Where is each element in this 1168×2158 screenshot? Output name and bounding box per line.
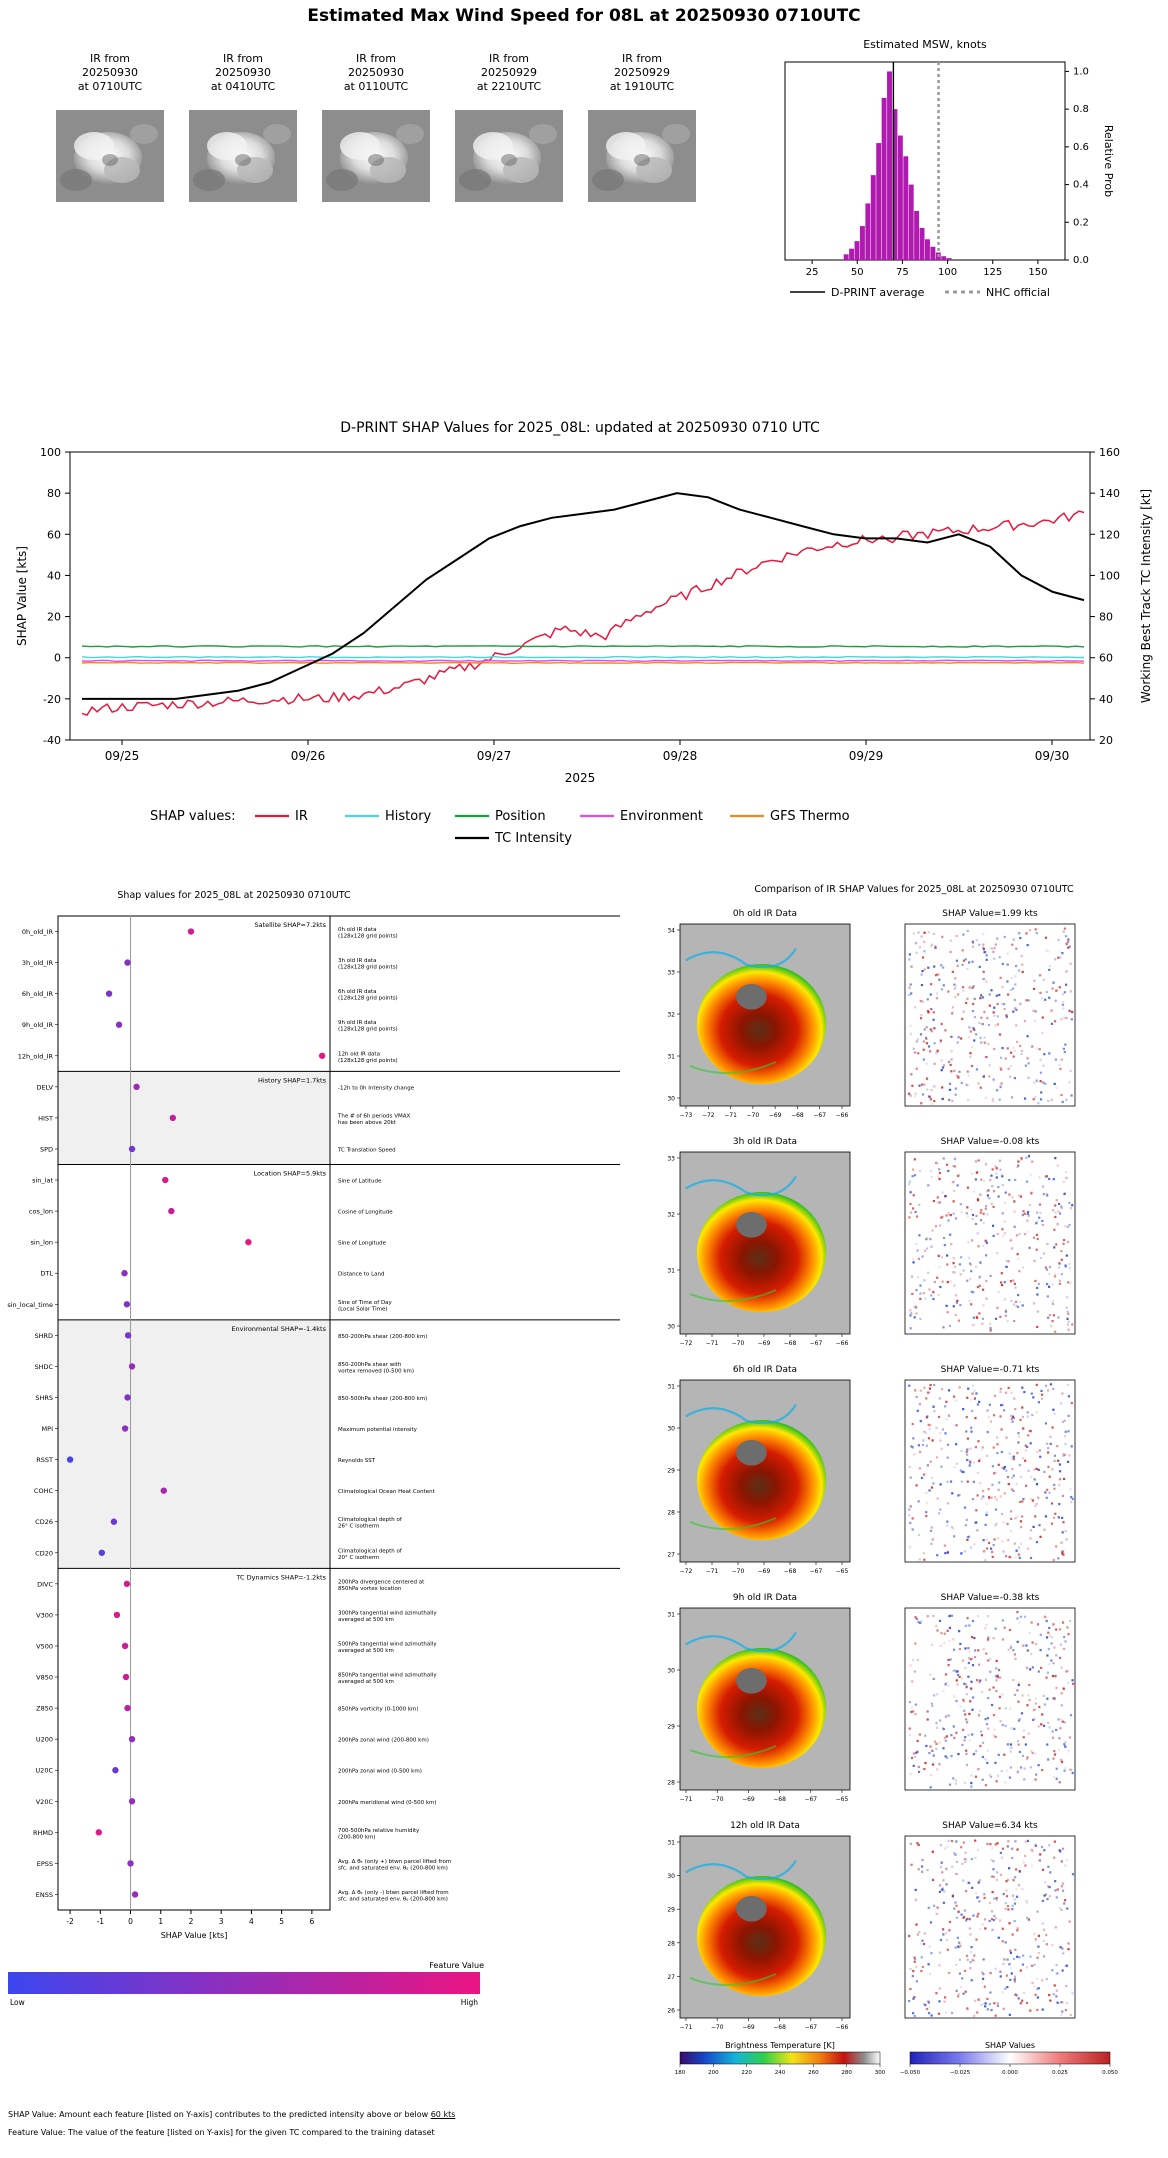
svg-text:Comparison of IR SHAP Values f: Comparison of IR SHAP Values for 2025_08L at 20250930 0710UTC bbox=[754, 884, 1074, 895]
ir-label-line1: IR from bbox=[223, 52, 263, 65]
svg-text:Maximum potential intensity: Maximum potential intensity bbox=[338, 1427, 417, 1434]
svg-text:280: 280 bbox=[841, 2070, 852, 2076]
svg-text:9h old IR data: 9h old IR data bbox=[338, 1020, 377, 1027]
svg-text:cos_lon: cos_lon bbox=[28, 1207, 53, 1216]
svg-text:20: 20 bbox=[1099, 734, 1113, 747]
svg-text:−67: −67 bbox=[813, 1112, 827, 1119]
svg-text:SHAP Value [kts]: SHAP Value [kts] bbox=[160, 1931, 228, 1940]
svg-text:Sine of Longitude: Sine of Longitude bbox=[338, 1240, 387, 1247]
svg-text:DTL: DTL bbox=[40, 1269, 53, 1278]
ir-label-line1: IR from bbox=[622, 52, 662, 65]
svg-text:0.6: 0.6 bbox=[1073, 141, 1089, 153]
svg-text:SPD: SPD bbox=[39, 1145, 53, 1154]
svg-text:−69: −69 bbox=[757, 1568, 771, 1575]
ir-label-line3: at 0110UTC bbox=[343, 79, 409, 93]
svg-text:−68: −68 bbox=[783, 1340, 797, 1347]
svg-text:80: 80 bbox=[47, 487, 61, 501]
svg-text:3h old IR data: 3h old IR data bbox=[338, 958, 377, 965]
svg-text:140: 140 bbox=[1099, 487, 1120, 501]
svg-text:-2: -2 bbox=[66, 1917, 74, 1926]
svg-text:31: 31 bbox=[667, 1383, 675, 1391]
svg-text:Brightness Temperature [K]: Brightness Temperature [K] bbox=[725, 2041, 835, 2050]
svg-text:History SHAP=1.7kts: History SHAP=1.7kts bbox=[257, 1076, 326, 1085]
svg-text:SHAP Value=-0.38 kts: SHAP Value=-0.38 kts bbox=[940, 1593, 1040, 1603]
svg-text:(200-800 km): (200-800 km) bbox=[338, 1834, 376, 1841]
ir-label-line1: IR from bbox=[356, 52, 396, 65]
svg-text:28: 28 bbox=[667, 1509, 675, 1517]
svg-text:SHAP values:: SHAP values: bbox=[150, 809, 236, 824]
svg-text:−70: −70 bbox=[710, 2024, 724, 2031]
svg-text:3h_old_IR: 3h_old_IR bbox=[21, 959, 53, 968]
svg-text:sfc. and saturated env. θₑ (20: sfc. and saturated env. θₑ (200-800 km) bbox=[338, 1865, 448, 1872]
svg-text:-20: -20 bbox=[43, 692, 61, 706]
svg-text:27: 27 bbox=[667, 1551, 675, 1559]
svg-text:Z850: Z850 bbox=[36, 1704, 53, 1713]
svg-text:Relative Prob: Relative Prob bbox=[1102, 124, 1115, 198]
svg-text:0.000: 0.000 bbox=[1002, 2070, 1018, 2076]
svg-text:Environmental SHAP=-1.4kts: Environmental SHAP=-1.4kts bbox=[231, 1324, 326, 1333]
svg-text:−71: −71 bbox=[724, 1112, 737, 1119]
svg-text:28: 28 bbox=[667, 1779, 675, 1787]
svg-text:500hPa tangential wind azimuth: 500hPa tangential wind azimuthally bbox=[338, 1641, 437, 1648]
svg-text:31: 31 bbox=[667, 1267, 675, 1275]
svg-text:09/27: 09/27 bbox=[476, 749, 512, 763]
svg-text:−66: −66 bbox=[835, 1340, 849, 1347]
svg-text:−71: −71 bbox=[705, 1340, 719, 1347]
svg-text:Avg. Δ θₑ (only -) btwn parcel: Avg. Δ θₑ (only -) btwn parcel lifted from bbox=[338, 1889, 449, 1896]
svg-text:Environment: Environment bbox=[620, 809, 704, 824]
svg-text:31: 31 bbox=[667, 1053, 675, 1061]
svg-text:220: 220 bbox=[741, 2070, 752, 2076]
svg-text:260: 260 bbox=[808, 2070, 819, 2076]
svg-text:60: 60 bbox=[47, 528, 61, 542]
svg-text:29: 29 bbox=[667, 1467, 675, 1475]
ir-image-strip bbox=[48, 52, 708, 252]
svg-text:0: 0 bbox=[54, 651, 61, 665]
svg-text:0.4: 0.4 bbox=[1073, 179, 1089, 191]
svg-text:Position: Position bbox=[495, 809, 546, 824]
svg-text:−67: −67 bbox=[809, 1340, 823, 1347]
svg-text:SHAP Values: SHAP Values bbox=[984, 2041, 1036, 2050]
msw-histogram-panel bbox=[760, 30, 1160, 300]
svg-text:0h_old_IR: 0h_old_IR bbox=[21, 928, 53, 937]
svg-text:Climatological Ocean Heat Cont: Climatological Ocean Heat Content bbox=[338, 1489, 435, 1496]
svg-text:32: 32 bbox=[667, 1211, 675, 1219]
shap-timeseries-panel bbox=[0, 410, 1168, 870]
svg-text:850-200hPa shear (200-800 km): 850-200hPa shear (200-800 km) bbox=[338, 1333, 428, 1340]
ir-label-line1: IR from bbox=[489, 52, 529, 65]
svg-text:300hPa tangential wind azimuth: 300hPa tangential wind azimuthally bbox=[338, 1610, 437, 1617]
svg-text:−0.050: −0.050 bbox=[899, 2070, 921, 2076]
svg-text:12h_old_IR: 12h_old_IR bbox=[17, 1052, 53, 1061]
ir-label-line3: at 0710UTC bbox=[77, 79, 143, 93]
svg-text:SHAP Value [kts]: SHAP Value [kts] bbox=[15, 546, 29, 646]
svg-text:29: 29 bbox=[667, 1906, 675, 1914]
ir-thumbnail bbox=[322, 110, 430, 202]
svg-text:Climatological depth of: Climatological depth of bbox=[338, 1517, 402, 1524]
svg-text:30: 30 bbox=[667, 1667, 675, 1675]
ir-thumbnail bbox=[588, 110, 696, 202]
svg-text:−66: −66 bbox=[835, 1112, 849, 1119]
svg-text:09/28: 09/28 bbox=[662, 749, 698, 763]
svg-text:V300: V300 bbox=[36, 1611, 53, 1620]
svg-text:2025: 2025 bbox=[564, 771, 596, 785]
svg-text:−68: −68 bbox=[773, 1796, 786, 1803]
ir-label-line3: at 0410UTC bbox=[210, 79, 276, 93]
svg-text:RHMD: RHMD bbox=[32, 1828, 53, 1837]
svg-text:V500: V500 bbox=[36, 1642, 53, 1651]
svg-text:Low: Low bbox=[10, 1998, 25, 2007]
svg-text:20: 20 bbox=[47, 610, 61, 624]
svg-text:120: 120 bbox=[1099, 528, 1120, 542]
svg-text:SHAP Value=6.34 kts: SHAP Value=6.34 kts bbox=[942, 1821, 1038, 1831]
svg-text:(128x128 grid points): (128x128 grid points) bbox=[338, 964, 398, 971]
svg-text:850hPa vorticity (0-1000 km): 850hPa vorticity (0-1000 km) bbox=[338, 1706, 419, 1713]
svg-text:−71: −71 bbox=[679, 2024, 693, 2031]
ir-panel-label bbox=[580, 52, 704, 93]
svg-text:3: 3 bbox=[218, 1917, 224, 1926]
svg-text:History: History bbox=[385, 809, 432, 824]
svg-text:3h old IR Data: 3h old IR Data bbox=[732, 1137, 798, 1147]
svg-text:240: 240 bbox=[774, 2070, 786, 2076]
svg-text:RSST: RSST bbox=[36, 1456, 53, 1465]
svg-text:−71: −71 bbox=[705, 1568, 719, 1575]
svg-text:Satellite SHAP=7.2kts: Satellite SHAP=7.2kts bbox=[254, 921, 326, 929]
svg-text:850-500hPa shear (200-800 km): 850-500hPa shear (200-800 km) bbox=[338, 1395, 428, 1402]
page-title: Estimated Max Wind Speed for 08L at 20250930 0710UTC bbox=[307, 6, 861, 26]
svg-text:−69: −69 bbox=[742, 2024, 755, 2031]
svg-text:SHDC: SHDC bbox=[34, 1362, 53, 1371]
svg-text:200hPa divergence centered at: 200hPa divergence centered at bbox=[338, 1579, 425, 1586]
svg-text:1.0: 1.0 bbox=[1073, 66, 1089, 78]
svg-text:(Local Solar Time): (Local Solar Time) bbox=[338, 1306, 388, 1313]
svg-text:sin_local_time: sin_local_time bbox=[7, 1300, 53, 1309]
svg-text:9h old IR Data: 9h old IR Data bbox=[732, 1593, 798, 1603]
svg-text:Climatological depth of: Climatological depth of bbox=[338, 1548, 402, 1555]
svg-text:averaged at 500 km: averaged at 500 km bbox=[338, 1616, 394, 1623]
svg-text:-12h to 0h Intensity change: -12h to 0h Intensity change bbox=[338, 1085, 415, 1092]
svg-text:850hPa vortex location: 850hPa vortex location bbox=[338, 1585, 402, 1592]
svg-text:−69: −69 bbox=[768, 1112, 782, 1119]
svg-text:28: 28 bbox=[667, 1940, 675, 1948]
svg-text:(128x128 grid points): (128x128 grid points) bbox=[338, 1057, 398, 1064]
svg-text:NHC official: NHC official bbox=[986, 286, 1050, 299]
svg-text:Shap values for 2025_08L at 20: Shap values for 2025_08L at 20250930 0710UTC bbox=[117, 890, 351, 901]
svg-text:SHAP Value=-0.71 kts: SHAP Value=-0.71 kts bbox=[940, 1365, 1040, 1375]
svg-text:6: 6 bbox=[309, 1917, 315, 1926]
ir-thumbnail bbox=[56, 110, 164, 202]
svg-text:31: 31 bbox=[667, 1839, 675, 1847]
svg-text:−68: −68 bbox=[791, 1112, 804, 1119]
svg-text:−66: −66 bbox=[835, 2024, 849, 2031]
svg-text:−0.025: −0.025 bbox=[949, 2070, 971, 2076]
ir-panel-0 bbox=[48, 52, 172, 93]
svg-text:Estimated MSW, knots: Estimated MSW, knots bbox=[863, 38, 987, 51]
ir-panel-label bbox=[447, 52, 571, 93]
svg-text:20° C isotherm: 20° C isotherm bbox=[338, 1554, 380, 1561]
svg-text:12h old IR data: 12h old IR data bbox=[338, 1051, 380, 1058]
svg-text:−69: −69 bbox=[757, 1340, 771, 1347]
svg-text:High: High bbox=[460, 1998, 478, 2007]
svg-text:−69: −69 bbox=[742, 1796, 755, 1803]
svg-text:0.8: 0.8 bbox=[1073, 104, 1089, 116]
svg-text:850hPa tangential wind azimuth: 850hPa tangential wind azimuthally bbox=[338, 1672, 437, 1679]
svg-text:200hPa zonal wind (200-800 km): 200hPa zonal wind (200-800 km) bbox=[338, 1737, 429, 1744]
svg-text:sin_lon: sin_lon bbox=[30, 1238, 53, 1247]
svg-text:12h old IR Data: 12h old IR Data bbox=[730, 1821, 800, 1831]
svg-text:Location SHAP=5.9kts: Location SHAP=5.9kts bbox=[253, 1169, 326, 1178]
svg-text:100: 100 bbox=[1099, 569, 1120, 583]
svg-text:−73: −73 bbox=[679, 1112, 693, 1119]
svg-text:0.050: 0.050 bbox=[1102, 2070, 1118, 2076]
svg-text:09/25: 09/25 bbox=[104, 749, 140, 763]
svg-text:−70: −70 bbox=[746, 1112, 760, 1119]
svg-text:−70: −70 bbox=[710, 1796, 724, 1803]
svg-text:850-200hPa shear with: 850-200hPa shear with bbox=[338, 1361, 402, 1368]
svg-text:−70: −70 bbox=[731, 1568, 745, 1575]
svg-text:−65: −65 bbox=[835, 1796, 849, 1803]
svg-text:300: 300 bbox=[874, 2070, 886, 2076]
svg-text:6h old IR data: 6h old IR data bbox=[338, 989, 377, 996]
ir-panel-label bbox=[181, 52, 305, 93]
svg-text:9h_old_IR: 9h_old_IR bbox=[21, 1021, 53, 1030]
svg-text:150: 150 bbox=[1028, 267, 1048, 278]
svg-text:TC Translation Speed: TC Translation Speed bbox=[338, 1147, 396, 1154]
svg-text:25: 25 bbox=[805, 267, 819, 278]
svg-text:D-PRINT SHAP Values for 2025_0: D-PRINT SHAP Values for 2025_08L: updated at 20250930 0710 UTC bbox=[340, 420, 820, 436]
svg-text:(128x128 grid points): (128x128 grid points) bbox=[338, 1026, 398, 1033]
svg-text:160: 160 bbox=[1099, 446, 1120, 459]
svg-text:HIST: HIST bbox=[38, 1114, 53, 1123]
svg-text:CD20: CD20 bbox=[35, 1549, 53, 1558]
svg-text:0.025: 0.025 bbox=[1052, 2070, 1068, 2076]
svg-text:−71: −71 bbox=[679, 1796, 693, 1803]
svg-text:40: 40 bbox=[47, 569, 61, 583]
svg-text:Sine of Latitude: Sine of Latitude bbox=[338, 1178, 382, 1185]
svg-text:0.2: 0.2 bbox=[1073, 217, 1089, 229]
svg-text:31: 31 bbox=[667, 1611, 675, 1619]
svg-text:180: 180 bbox=[674, 2070, 686, 2076]
ir-panel-4 bbox=[580, 52, 704, 93]
ir-label-line3: at 2210UTC bbox=[476, 79, 542, 93]
svg-text:−65: −65 bbox=[835, 1568, 849, 1575]
svg-text:DELV: DELV bbox=[36, 1083, 53, 1092]
svg-text:−68: −68 bbox=[783, 1568, 797, 1575]
ir-label-line2: 20250929 bbox=[481, 65, 537, 79]
ir-label-line2: 20250930 bbox=[215, 65, 271, 79]
svg-text:Sine of Time of Day: Sine of Time of Day bbox=[338, 1299, 392, 1306]
svg-text:29: 29 bbox=[667, 1723, 675, 1731]
svg-text:TC Dynamics SHAP=-1.2kts: TC Dynamics SHAP=-1.2kts bbox=[236, 1573, 326, 1582]
svg-text:0h old IR Data: 0h old IR Data bbox=[732, 909, 798, 919]
svg-text:SHRD: SHRD bbox=[34, 1331, 53, 1340]
svg-text:SHRS: SHRS bbox=[35, 1393, 53, 1402]
svg-text:33: 33 bbox=[667, 1155, 675, 1163]
svg-text:30: 30 bbox=[667, 1425, 675, 1433]
svg-text:27: 27 bbox=[667, 1973, 675, 1981]
svg-text:6h_old_IR: 6h_old_IR bbox=[21, 990, 53, 999]
ir-label-line2: 20250930 bbox=[348, 65, 404, 79]
svg-text:U200: U200 bbox=[35, 1735, 53, 1744]
svg-text:averaged at 500 km: averaged at 500 km bbox=[338, 1647, 394, 1654]
svg-text:TC Intensity: TC Intensity bbox=[495, 831, 572, 846]
footer-note-1 bbox=[8, 2110, 708, 2119]
ir-panel-3 bbox=[447, 52, 571, 93]
svg-text:IR: IR bbox=[295, 809, 308, 824]
svg-text:09/29: 09/29 bbox=[848, 749, 884, 763]
svg-text:75: 75 bbox=[896, 267, 909, 278]
ir-panel-label bbox=[48, 52, 172, 93]
svg-text:-1: -1 bbox=[96, 1917, 105, 1926]
svg-text:100: 100 bbox=[40, 446, 61, 459]
svg-text:6h old IR Data: 6h old IR Data bbox=[732, 1365, 798, 1375]
svg-text:Working Best Track TC Intensit: Working Best Track TC Intensity [kt] bbox=[1139, 488, 1153, 704]
ir-panel-1 bbox=[181, 52, 305, 93]
svg-text:200: 200 bbox=[708, 2070, 719, 2076]
svg-text:33: 33 bbox=[667, 969, 675, 977]
svg-text:09/26: 09/26 bbox=[290, 749, 326, 763]
svg-text:09/30: 09/30 bbox=[1034, 749, 1070, 763]
ir-label-line2: 20250929 bbox=[614, 65, 670, 79]
svg-text:MPI: MPI bbox=[41, 1425, 53, 1434]
svg-text:0h old IR data: 0h old IR data bbox=[338, 927, 377, 934]
svg-text:2: 2 bbox=[188, 1917, 194, 1926]
svg-text:-40: -40 bbox=[43, 734, 61, 747]
svg-text:Reynolds SST: Reynolds SST bbox=[338, 1458, 376, 1465]
svg-text:has been above 20kt: has been above 20kt bbox=[338, 1119, 396, 1126]
svg-text:(128x128 grid points): (128x128 grid points) bbox=[338, 933, 398, 940]
svg-text:DIVC: DIVC bbox=[37, 1580, 53, 1589]
svg-text:30: 30 bbox=[667, 1323, 675, 1331]
svg-text:U20C: U20C bbox=[35, 1766, 53, 1775]
footer-note-2: Feature Value: The value of the feature [listed on Y-axis] for the given TC compared to the training dataset bbox=[8, 2128, 435, 2137]
svg-text:Distance to Land: Distance to Land bbox=[338, 1271, 385, 1278]
svg-text:V20C: V20C bbox=[35, 1797, 53, 1806]
svg-text:−72: −72 bbox=[701, 1112, 715, 1119]
svg-text:30: 30 bbox=[667, 1873, 675, 1881]
svg-text:0: 0 bbox=[128, 1917, 133, 1926]
shap-values-panel bbox=[0, 880, 660, 2007]
svg-text:EPSS: EPSS bbox=[36, 1859, 53, 1868]
svg-text:ENSS: ENSS bbox=[35, 1890, 53, 1899]
ir-thumbnail bbox=[455, 110, 563, 202]
svg-text:1: 1 bbox=[158, 1917, 164, 1926]
svg-text:−72: −72 bbox=[679, 1568, 693, 1575]
svg-text:−70: −70 bbox=[731, 1340, 745, 1347]
svg-text:0.0: 0.0 bbox=[1073, 255, 1089, 266]
svg-text:100: 100 bbox=[938, 267, 958, 278]
svg-text:5: 5 bbox=[279, 1917, 285, 1926]
ir-panel-2 bbox=[314, 52, 438, 93]
svg-text:30: 30 bbox=[667, 1095, 675, 1103]
svg-text:The # of 6h periods VMAX: The # of 6h periods VMAX bbox=[338, 1113, 411, 1120]
svg-text:50: 50 bbox=[850, 267, 864, 278]
svg-text:125: 125 bbox=[983, 267, 1003, 278]
ir-thumbnail bbox=[189, 110, 297, 202]
svg-text:sfc. and saturated env. θₑ (20: sfc. and saturated env. θₑ (200-800 km) bbox=[338, 1896, 448, 1903]
svg-text:32: 32 bbox=[667, 1011, 675, 1019]
svg-text:−68: −68 bbox=[773, 2024, 786, 2031]
svg-text:−67: −67 bbox=[809, 1568, 823, 1575]
svg-text:vortex removed (0-500 km): vortex removed (0-500 km) bbox=[338, 1368, 415, 1375]
svg-text:SHAP Value=-0.08 kts: SHAP Value=-0.08 kts bbox=[940, 1137, 1040, 1147]
svg-text:−72: −72 bbox=[679, 1340, 693, 1347]
svg-text:(128x128 grid points): (128x128 grid points) bbox=[338, 995, 398, 1002]
svg-text:−67: −67 bbox=[804, 1796, 818, 1803]
svg-text:V850: V850 bbox=[36, 1673, 53, 1682]
svg-text:Avg. Δ θₑ (only +) btwn parcel: Avg. Δ θₑ (only +) btwn parcel lifted from bbox=[338, 1858, 452, 1865]
ir-label-line3: at 1910UTC bbox=[609, 79, 675, 93]
svg-text:D-PRINT average: D-PRINT average bbox=[831, 286, 925, 299]
svg-text:averaged at 500 km: averaged at 500 km bbox=[338, 1679, 394, 1686]
ir-shap-comparison-panel bbox=[660, 880, 1168, 2080]
svg-text:CD26: CD26 bbox=[35, 1518, 53, 1527]
svg-text:COHC: COHC bbox=[33, 1487, 53, 1496]
ir-label-line1: IR from bbox=[90, 52, 130, 65]
footer-note-1-underline: 60 kts bbox=[430, 2110, 456, 2119]
svg-text:700-500hPa relative humidity: 700-500hPa relative humidity bbox=[338, 1827, 420, 1834]
svg-text:200hPa zonal wind (0-500 km): 200hPa zonal wind (0-500 km) bbox=[338, 1768, 422, 1775]
svg-text:26: 26 bbox=[667, 2007, 675, 2015]
svg-text:Feature Value: Feature Value bbox=[429, 1961, 484, 1970]
svg-text:40: 40 bbox=[1099, 692, 1113, 706]
ir-label-line2: 20250930 bbox=[82, 65, 138, 79]
svg-text:26° C isotherm: 26° C isotherm bbox=[338, 1523, 380, 1530]
ir-panel-label bbox=[314, 52, 438, 93]
svg-text:GFS Thermo: GFS Thermo bbox=[770, 809, 850, 824]
svg-text:Cosine of Longitude: Cosine of Longitude bbox=[338, 1209, 393, 1216]
svg-text:sin_lat: sin_lat bbox=[32, 1176, 53, 1185]
svg-text:80: 80 bbox=[1099, 610, 1113, 624]
footer-note-1-text: SHAP Value: Amount each feature [listed on Y-axis] contributes to the predicted intensity above or below bbox=[8, 2110, 431, 2119]
svg-text:34: 34 bbox=[667, 927, 675, 935]
svg-text:60: 60 bbox=[1099, 651, 1113, 665]
svg-text:−67: −67 bbox=[804, 2024, 818, 2031]
svg-text:SHAP Value=1.99 kts: SHAP Value=1.99 kts bbox=[942, 909, 1038, 919]
svg-text:4: 4 bbox=[249, 1917, 254, 1926]
svg-text:200hPa meridional wind (0-500: 200hPa meridional wind (0-500 km) bbox=[338, 1799, 437, 1806]
